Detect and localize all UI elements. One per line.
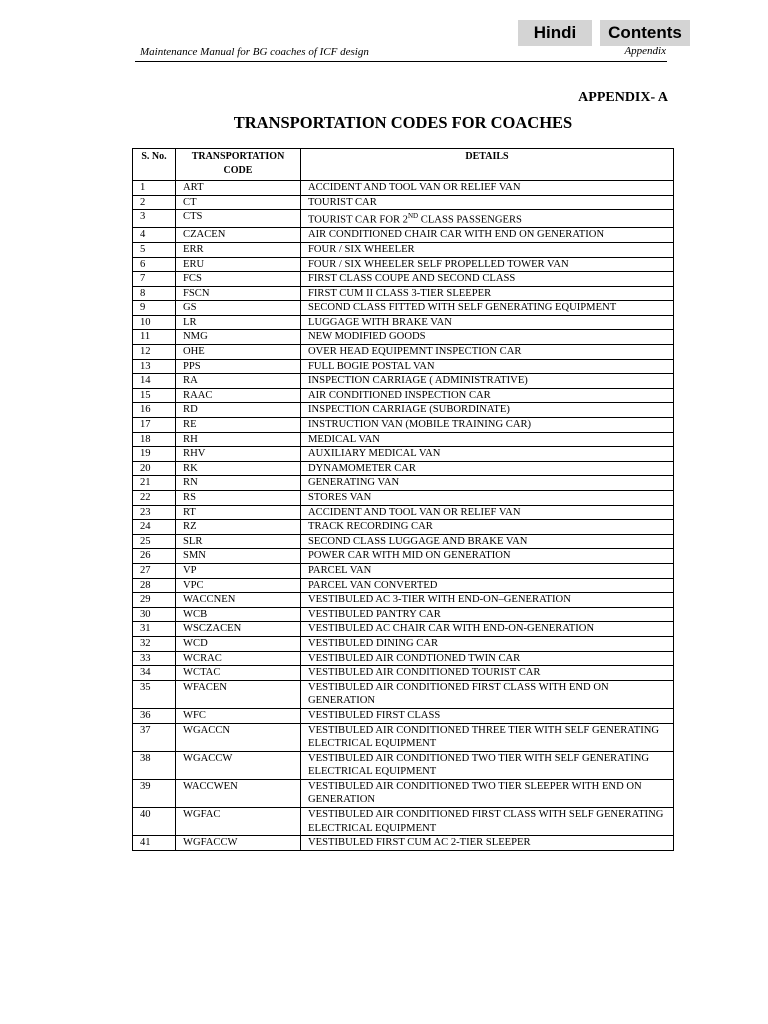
table-row xyxy=(133,578,674,593)
table-row xyxy=(133,315,674,330)
manual-title: Maintenance Manual for BG coaches of ICF design xyxy=(140,46,369,58)
row-sno: 29 xyxy=(133,593,176,608)
hindi-button[interactable]: Hindi xyxy=(518,20,592,46)
row-code: PPS xyxy=(176,359,301,374)
page-title: TRANSPORTATION CODES FOR COACHES xyxy=(233,113,573,132)
table-row xyxy=(133,563,674,578)
table-row xyxy=(133,388,674,403)
row-details: SECOND CLASS LUGGAGE AND BRAKE VAN xyxy=(301,534,674,549)
row-code: WCRAC xyxy=(176,651,301,666)
row-sno: 16 xyxy=(133,403,176,418)
table-row xyxy=(133,418,674,433)
header-details: DETAILS xyxy=(301,149,674,181)
table-row xyxy=(133,228,674,243)
row-details: FOUR / SIX WHEELER xyxy=(301,242,674,257)
row-details: VESTIBULED AIR CONDITIONED TOURIST CAR xyxy=(301,666,674,681)
row-sno: 7 xyxy=(133,272,176,287)
table-row xyxy=(133,607,674,622)
row-sno: 1 xyxy=(133,181,176,196)
table-row xyxy=(133,447,674,462)
row-details: VESTIBULED PANTRY CAR xyxy=(301,607,674,622)
table-row xyxy=(133,242,674,257)
row-code: RN xyxy=(176,476,301,491)
row-sno: 18 xyxy=(133,432,176,447)
row-details: INSPECTION CARRIAGE ( ADMINISTRATIVE) xyxy=(301,374,674,389)
row-details: VESTIBULED AIR CONDITIONED FIRST CLASS WITH SELF GENERATING ELECTRICAL EQUIPMENT xyxy=(301,808,674,836)
table-row xyxy=(133,651,674,666)
row-sno: 24 xyxy=(133,520,176,535)
row-sno: 30 xyxy=(133,607,176,622)
header-code xyxy=(176,149,301,181)
row-sno: 22 xyxy=(133,491,176,506)
row-sno: 23 xyxy=(133,505,176,520)
row-details: ACCIDENT AND TOOL VAN OR RELIEF VAN xyxy=(301,505,674,520)
row-details: SECOND CLASS FITTED WITH SELF GENERATING EQUIPMENT xyxy=(301,301,674,316)
table-body xyxy=(133,181,674,851)
row-code: CZACEN xyxy=(176,228,301,243)
row-sno: 8 xyxy=(133,286,176,301)
table-row xyxy=(133,272,674,287)
table-row xyxy=(133,359,674,374)
row-details: VESTIBULED FIRST CLASS xyxy=(301,708,674,723)
table-row xyxy=(133,680,674,708)
table-row xyxy=(133,779,674,807)
table-row xyxy=(133,476,674,491)
table-row xyxy=(133,403,674,418)
contents-button[interactable]: Contents xyxy=(600,20,690,46)
row-sno: 20 xyxy=(133,461,176,476)
row-details: VESTIBULED AIR CONDITIONED TWO TIER SLEEPER WITH END ON GENERATION xyxy=(301,779,674,807)
row-details: FIRST CUM II CLASS 3-TIER SLEEPER xyxy=(301,286,674,301)
table-row xyxy=(133,708,674,723)
row-sno: 19 xyxy=(133,447,176,462)
row-sno: 38 xyxy=(133,751,176,779)
row-details: VESTIBULED AIR CONDITIONED TWO TIER WITH SELF GENERATING ELECTRICAL EQUIPMENT xyxy=(301,751,674,779)
row-sno: 27 xyxy=(133,563,176,578)
table-row xyxy=(133,432,674,447)
row-code: VPC xyxy=(176,578,301,593)
row-sno: 10 xyxy=(133,315,176,330)
row-sno: 11 xyxy=(133,330,176,345)
section-label: Appendix xyxy=(624,45,666,57)
row-details: AUXILIARY MEDICAL VAN xyxy=(301,447,674,462)
row-code: RE xyxy=(176,418,301,433)
row-sno: 25 xyxy=(133,534,176,549)
row-code: ART xyxy=(176,181,301,196)
row-sno: 5 xyxy=(133,242,176,257)
row-code: CT xyxy=(176,195,301,210)
row-details: LUGGAGE WITH BRAKE VAN xyxy=(301,315,674,330)
row-sno: 40 xyxy=(133,808,176,836)
row-sno: 9 xyxy=(133,301,176,316)
table-row xyxy=(133,723,674,751)
row-details: VESTIBULED AIR CONDITIONED THREE TIER WITH SELF GENERATING ELECTRICAL EQUIPMENT xyxy=(301,723,674,751)
row-code: WFACEN xyxy=(176,680,301,708)
row-details: FULL BOGIE POSTAL VAN xyxy=(301,359,674,374)
row-sno: 6 xyxy=(133,257,176,272)
row-details: STORES VAN xyxy=(301,491,674,506)
row-code: LR xyxy=(176,315,301,330)
row-code: WACCWEN xyxy=(176,779,301,807)
row-sno: 13 xyxy=(133,359,176,374)
row-details: TOURIST CAR xyxy=(301,195,674,210)
row-details xyxy=(301,210,674,228)
table-row xyxy=(133,461,674,476)
row-details: AIR CONDITIONED CHAIR CAR WITH END ON GENERATION xyxy=(301,228,674,243)
row-sno: 14 xyxy=(133,374,176,389)
row-sno: 28 xyxy=(133,578,176,593)
table-row xyxy=(133,622,674,637)
row-details: VESTIBULED FIRST CUM AC 2-TIER SLEEPER xyxy=(301,836,674,851)
row-sno: 33 xyxy=(133,651,176,666)
row-details: POWER CAR WITH MID ON GENERATION xyxy=(301,549,674,564)
row-code: WGFACCW xyxy=(176,836,301,851)
row-details: OVER HEAD EQUIPEMNT INSPECTION CAR xyxy=(301,345,674,360)
row-code: RZ xyxy=(176,520,301,535)
row-sno: 35 xyxy=(133,680,176,708)
row-details: DYNAMOMETER CAR xyxy=(301,461,674,476)
row-sno: 3 xyxy=(133,210,176,228)
appendix-label: APPENDIX- A xyxy=(578,90,668,105)
row-details: VESTIBULED DINING CAR xyxy=(301,636,674,651)
row-details: PARCEL VAN CONVERTED xyxy=(301,578,674,593)
row-sno: 41 xyxy=(133,836,176,851)
row-code: WSCZACEN xyxy=(176,622,301,637)
row-code: RHV xyxy=(176,447,301,462)
row-details: TRACK RECORDING CAR xyxy=(301,520,674,535)
table-header xyxy=(133,149,674,181)
header-sno: S. No. xyxy=(133,149,176,181)
row-details: AIR CONDITIONED INSPECTION CAR xyxy=(301,388,674,403)
row-code: RA xyxy=(176,374,301,389)
row-code: RK xyxy=(176,461,301,476)
row-code: WACCNEN xyxy=(176,593,301,608)
row-sno: 26 xyxy=(133,549,176,564)
row-code: WGACCW xyxy=(176,751,301,779)
header-divider xyxy=(135,61,667,62)
row-code: VP xyxy=(176,563,301,578)
row-sno: 12 xyxy=(133,345,176,360)
row-sno: 31 xyxy=(133,622,176,637)
row-details: VESTIBULED AC CHAIR CAR WITH END-ON-GENERATION xyxy=(301,622,674,637)
table-row xyxy=(133,210,674,228)
row-details: MEDICAL VAN xyxy=(301,432,674,447)
row-sno: 21 xyxy=(133,476,176,491)
row-sno: 4 xyxy=(133,228,176,243)
row-sno: 32 xyxy=(133,636,176,651)
row-code: OHE xyxy=(176,345,301,360)
table-row xyxy=(133,549,674,564)
row-details: INSPECTION CARRIAGE (SUBORDINATE) xyxy=(301,403,674,418)
table-row xyxy=(133,808,674,836)
row-code: RAAC xyxy=(176,388,301,403)
table-row xyxy=(133,257,674,272)
row-details: GENERATING VAN xyxy=(301,476,674,491)
row-code: WCTAC xyxy=(176,666,301,681)
row-details: FIRST CLASS COUPE AND SECOND CLASS xyxy=(301,272,674,287)
row-code: ERR xyxy=(176,242,301,257)
table-row xyxy=(133,345,674,360)
row-details: PARCEL VAN xyxy=(301,563,674,578)
row-code: FCS xyxy=(176,272,301,287)
row-code: ERU xyxy=(176,257,301,272)
row-code: CTS xyxy=(176,210,301,228)
table-row xyxy=(133,593,674,608)
transportation-codes-table xyxy=(132,148,674,851)
row-details: INSTRUCTION VAN (MOBILE TRAINING CAR) xyxy=(301,418,674,433)
row-details: FOUR / SIX WHEELER SELF PROPELLED TOWER VAN xyxy=(301,257,674,272)
row-details: ACCIDENT AND TOOL VAN OR RELIEF VAN xyxy=(301,181,674,196)
table-row xyxy=(133,836,674,851)
row-code: WGFAC xyxy=(176,808,301,836)
row-details-superscript: ND xyxy=(407,212,419,221)
row-details: VESTIBULED AIR CONDITIONED FIRST CLASS WITH END ON GENERATION xyxy=(301,680,674,708)
table-row xyxy=(133,181,674,196)
row-details: VESTIBULED AC 3-TIER WITH END-ON–GENERATION xyxy=(301,593,674,608)
row-code: RT xyxy=(176,505,301,520)
table-row xyxy=(133,520,674,535)
row-code: WCB xyxy=(176,607,301,622)
row-code: WFC xyxy=(176,708,301,723)
table-row xyxy=(133,534,674,549)
row-code: NMG xyxy=(176,330,301,345)
row-details-text: TOURIST CAR FOR 2 xyxy=(308,214,408,226)
header-code-line1: TRANSPORTATION xyxy=(191,151,285,162)
row-sno: 2 xyxy=(133,195,176,210)
table-row xyxy=(133,505,674,520)
row-code: WGACCN xyxy=(176,723,301,751)
row-code: FSCN xyxy=(176,286,301,301)
row-code: GS xyxy=(176,301,301,316)
table-row xyxy=(133,374,674,389)
row-sno: 36 xyxy=(133,708,176,723)
table-row xyxy=(133,330,674,345)
table-row xyxy=(133,286,674,301)
row-sno: 15 xyxy=(133,388,176,403)
row-sno: 34 xyxy=(133,666,176,681)
row-details-text-after: CLASS PASSENGERS xyxy=(418,214,522,226)
row-code: WCD xyxy=(176,636,301,651)
header-code-line2: CODE xyxy=(223,165,253,176)
table-row xyxy=(133,636,674,651)
row-code: SMN xyxy=(176,549,301,564)
table-row xyxy=(133,301,674,316)
table-row xyxy=(133,666,674,681)
row-code: RS xyxy=(176,491,301,506)
row-details: NEW MODIFIED GOODS xyxy=(301,330,674,345)
row-code: SLR xyxy=(176,534,301,549)
table-row xyxy=(133,491,674,506)
table-row xyxy=(133,751,674,779)
row-details: VESTIBULED AIR CONDTIONED TWIN CAR xyxy=(301,651,674,666)
row-sno: 39 xyxy=(133,779,176,807)
row-sno: 17 xyxy=(133,418,176,433)
row-sno: 37 xyxy=(133,723,176,751)
table-row xyxy=(133,195,674,210)
row-code: RD xyxy=(176,403,301,418)
row-code: RH xyxy=(176,432,301,447)
